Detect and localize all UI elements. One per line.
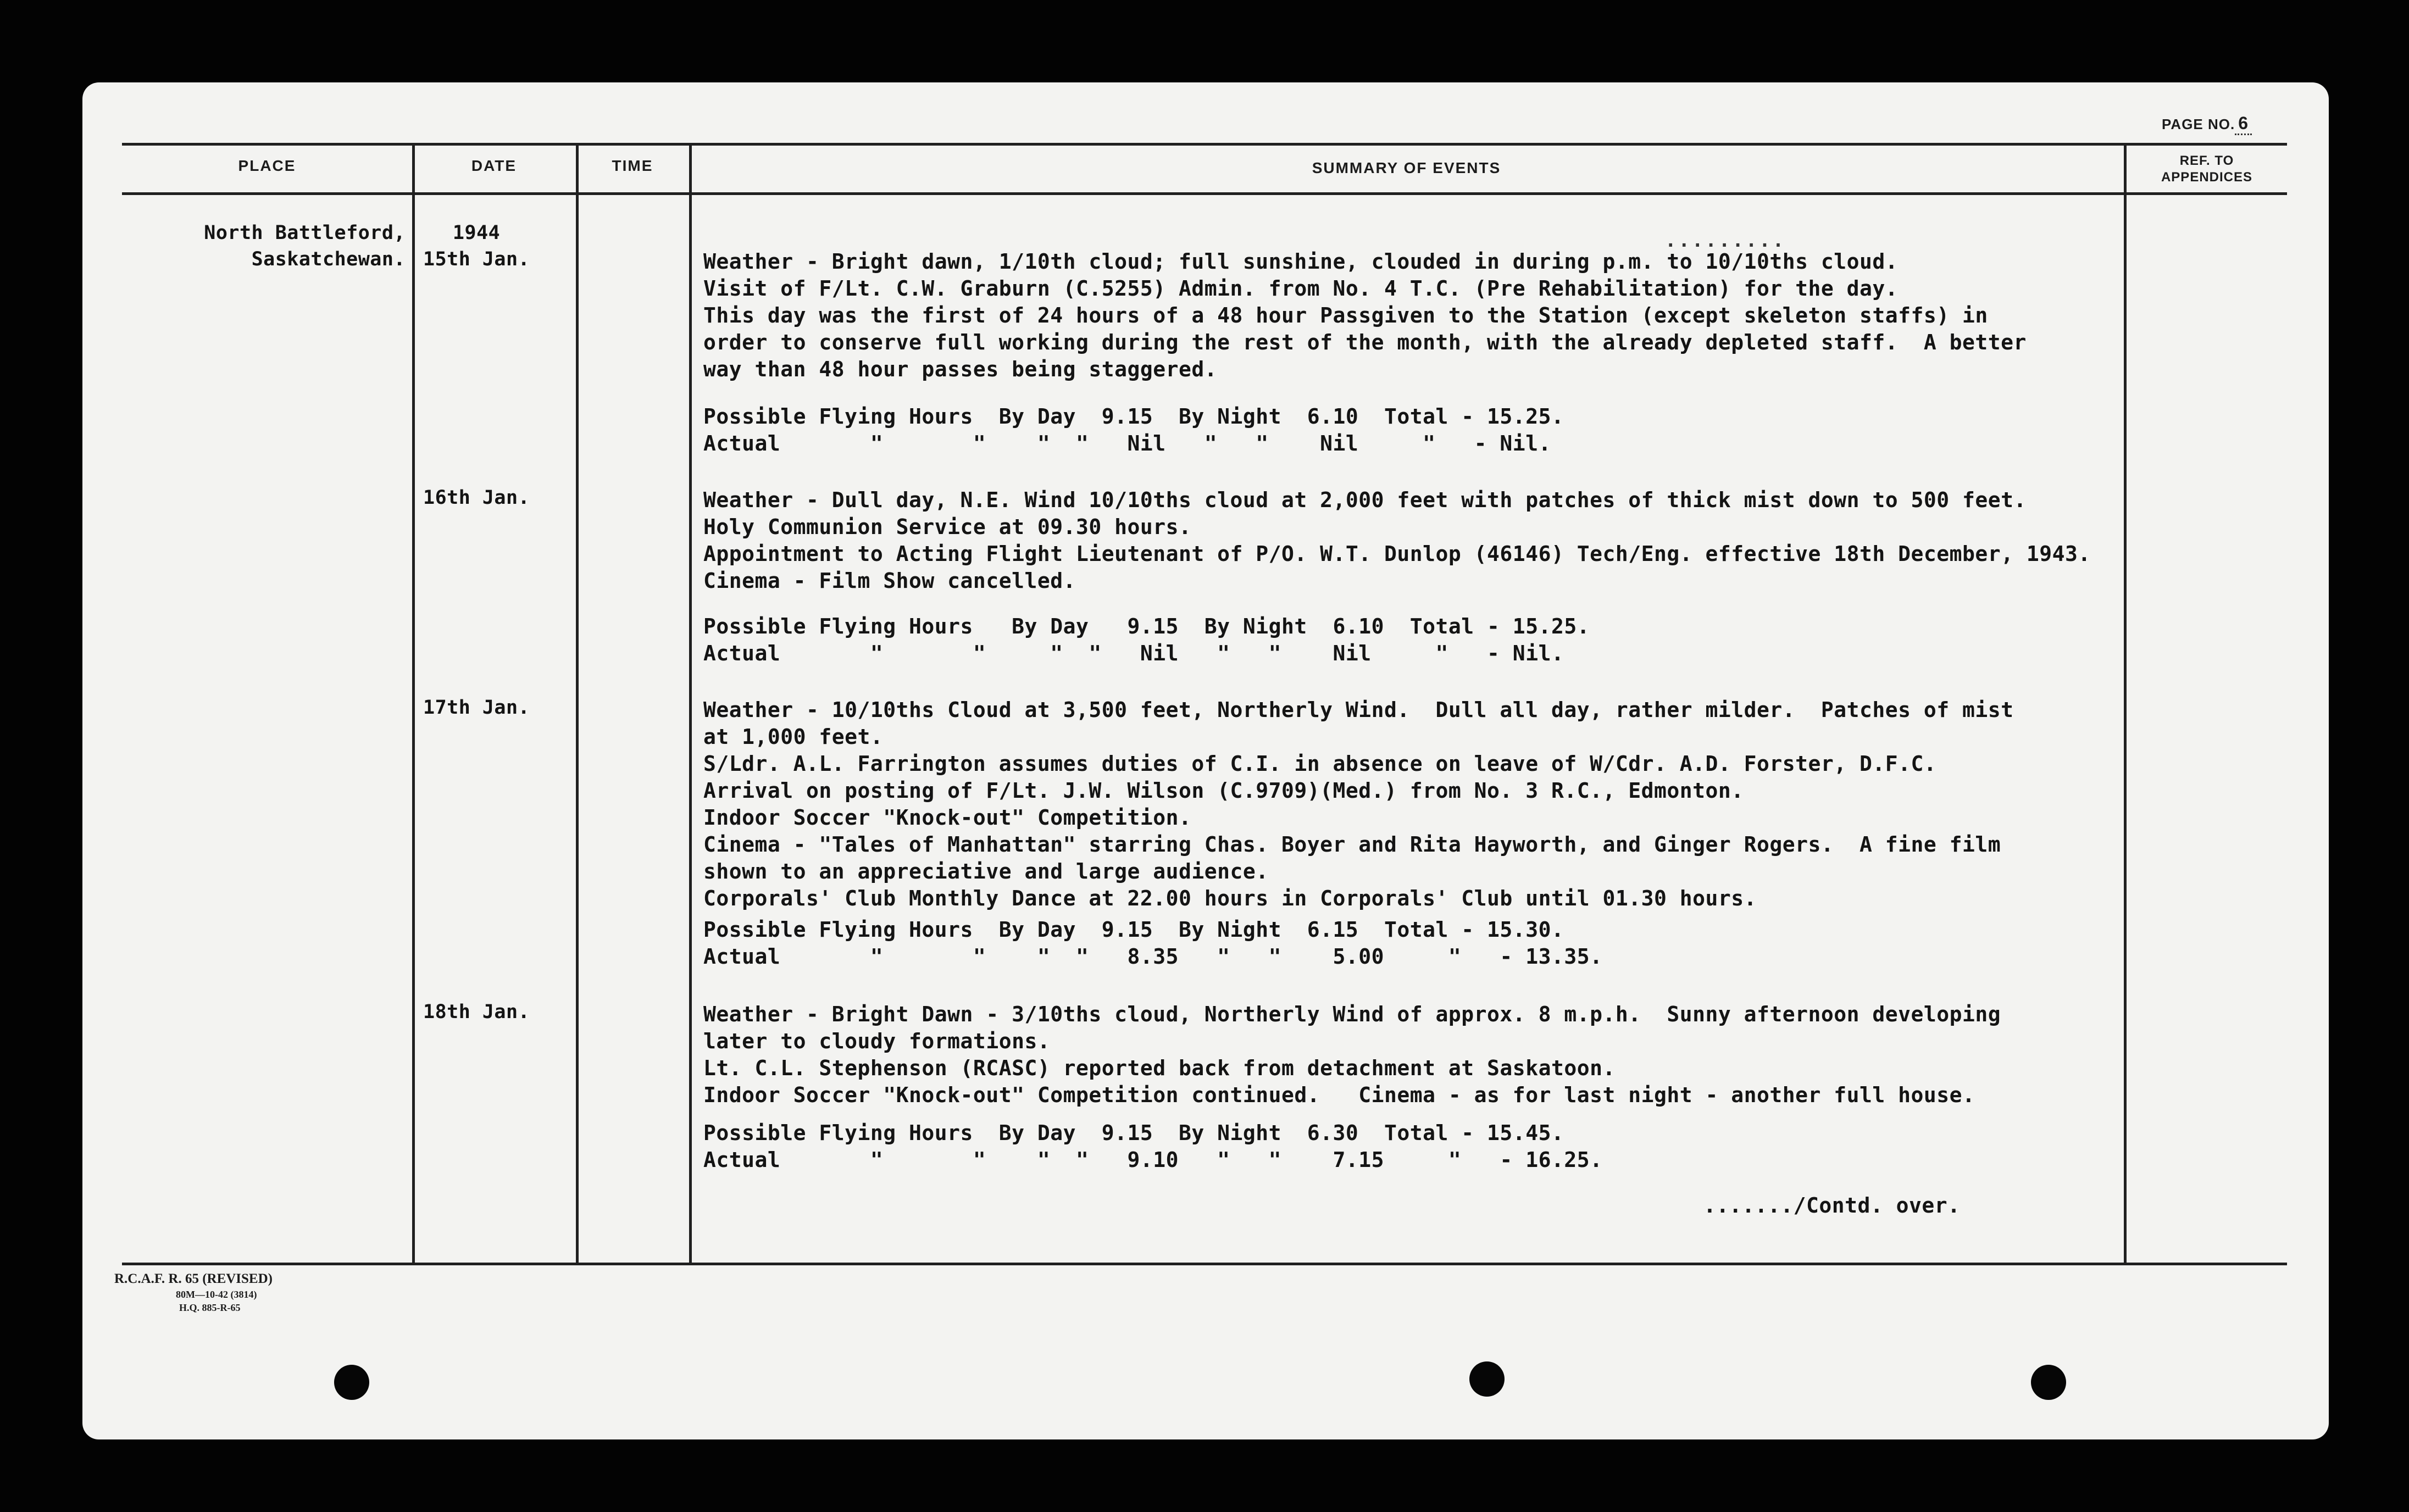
- form-hq-code: H.Q. 885-R-65: [179, 1302, 241, 1313]
- column-divider-time-summary: [689, 143, 692, 1265]
- column-divider-summary-ref: [2124, 143, 2127, 1265]
- column-header-summary: SUMMARY OF EVENTS: [1312, 159, 1501, 176]
- entry-text-16-jan: Weather - Dull day, N.E. Wind 10/10ths cloud at 2,000 feet with patches of thick mist down to 500 feet. Holy Communion Service at 09.30 hours. Appointment to Acting Flight Lieutenant of P/O. W.T. Dunlop (46146) Tech/Eng. effective 18th December, 1943. Cinema - Film Show cancelled.: [703, 488, 2091, 593]
- entry-date-18-jan: 18th Jan.: [423, 1001, 530, 1023]
- table-bottom-rule: [122, 1263, 2287, 1265]
- column-header-date: DATE: [471, 157, 517, 174]
- page-number-label: [2162, 113, 2252, 135]
- binder-hole-2: [1469, 1361, 1505, 1397]
- column-divider-date-time: [576, 143, 579, 1265]
- entry-text-17-jan: Weather - 10/10ths Cloud at 3,500 feet, Northerly Wind. Dull all day, rather milder. Patches of mist at 1,000 feet. S/Ldr. A.L. Farrington assumes duties of C.I. in absence on leave of W/Cdr. A.D. Forster, D.F.C. Arrival on posting of F/Lt. J.W. Wilson (C.9709)(Med.) from No. 3 R.C., Edmonton. Indoor Soccer "Knock-out" Competition. Cinema - "Tales of Manhattan" starring Chas. Boyer and Rita Hayworth, and Ginger Rogers. A fine film shown to an appreciative and large audience. Corporals' Club Monthly Dance at 22.00 hours in Corporals' Club until 01.30 hours.: [703, 698, 2014, 910]
- binder-hole-3: [2031, 1365, 2066, 1400]
- form-print-code: 80M—10-42 (3814): [176, 1289, 257, 1300]
- table-top-rule: [122, 143, 2287, 146]
- column-header-time: TIME: [612, 157, 653, 174]
- entry-text-15-jan: Weather - Bright dawn, 1/10th cloud; full sunshine, clouded in during p.m. to 10/10ths cloud. Visit of F/Lt. C.W. Graburn (C.5255) Admin. from No. 4 T.C. (Pre Rehabilitation) for the day. This day was the first of 24 hours of a 48 hour Passgiven to the Station (except skeleton staffs) in order to conserve full working during the rest of the month, with the already depleted staff. A better way than 48 hour passes being staggered.: [703, 249, 2027, 381]
- entry-hours-17-jan: Possible Flying Hours By Day 9.15 By Night 6.15 Total - 15.30. Actual " " " " 8.35 " " 5.00 " - 13.35.: [703, 918, 1603, 969]
- continued-note: ......./Contd. over.: [1703, 1193, 1961, 1218]
- entry-date-15-jan: 1944 15th Jan.: [423, 222, 530, 270]
- entry-date-16-jan: 16th Jan.: [423, 487, 530, 509]
- entry-date-17-jan: 17th Jan.: [423, 697, 530, 719]
- entry-hours-15-jan: Possible Flying Hours By Day 9.15 By Night 6.10 Total - 15.25. Actual " " " " Nil " " Nil " - Nil.: [703, 404, 1564, 455]
- page-number-value: 6: [2235, 113, 2252, 135]
- entry-hours-18-jan: Possible Flying Hours By Day 9.15 By Night 6.30 Total - 15.45. Actual " " " " 9.10 " " 7.15 " - 16.25.: [703, 1121, 1603, 1172]
- place-text: North Battleford, Saskatchewan.: [204, 222, 406, 270]
- entry-text-18-jan: Weather - Bright Dawn - 3/10ths cloud, Northerly Wind of approx. 8 m.p.h. Sunny afternoon developing later to cloudy formations. Lt. C.L. Stephenson (RCASC) reported back from detachment at Saskatoon. Indoor Soccer "Knock-out" Competition continued. Cinema - as for last night - another full house.: [703, 1002, 2001, 1107]
- page-label-text: PAGE NO.: [2162, 116, 2235, 132]
- entry-hours-16-jan: Possible Flying Hours By Day 9.15 By Night 6.10 Total - 15.25. Actual " " " " Nil " " Nil " - Nil.: [703, 614, 1590, 665]
- form-number: R.C.A.F. R. 65 (REVISED): [114, 1271, 273, 1286]
- column-divider-place-date: [412, 143, 415, 1265]
- column-header-place: PLACE: [238, 157, 296, 174]
- binder-hole-1: [334, 1365, 369, 1400]
- header-bottom-rule: [122, 192, 2287, 195]
- column-header-ref: REF. TO APPENDICES: [2161, 153, 2253, 185]
- diary-page: [82, 82, 2329, 1439]
- summary-dotted-marker: .........: [1665, 230, 1786, 252]
